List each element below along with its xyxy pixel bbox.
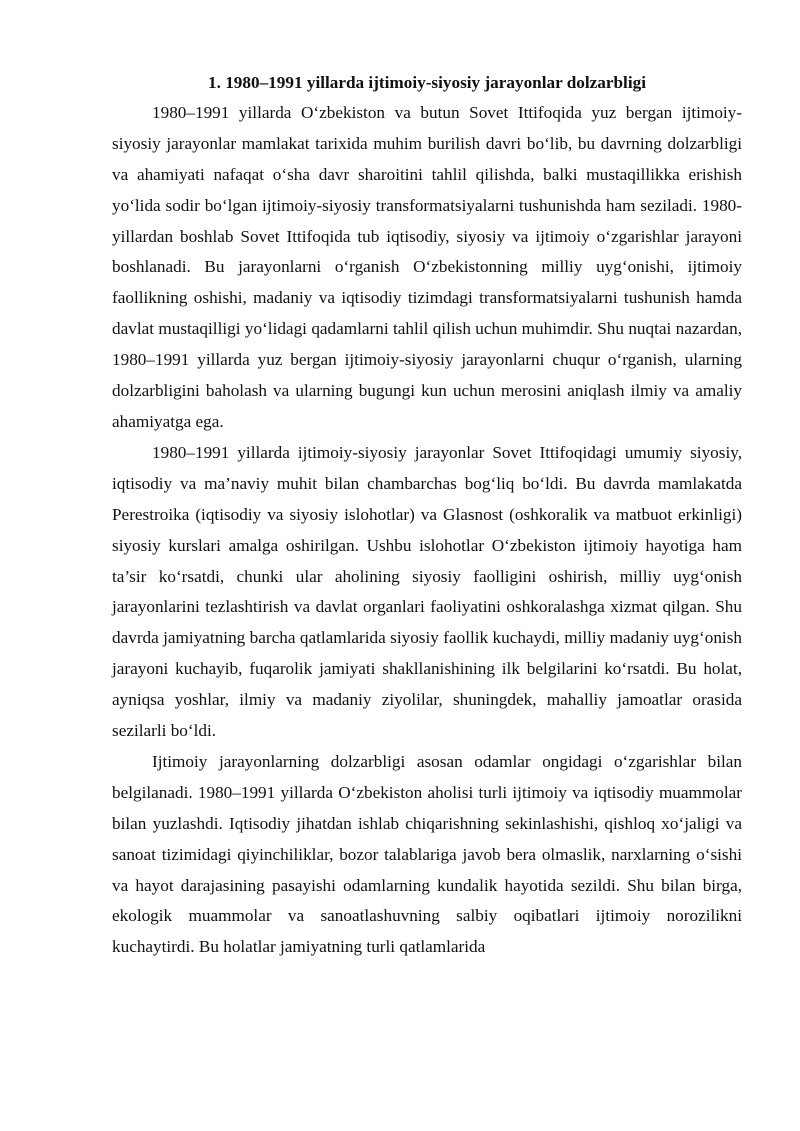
paragraph-2: 1980–1991 yillarda ijtimoiy-siyosiy jarayonlar Sovet Ittifoqidagi umumiy siyosiy, iqtisodiy va ma’naviy muhit bilan chambarchas bog‘liq bo‘ldi. Bu davrda mamlakatda Perestroika (iqtisodiy va siyosiy islohotlar) va Glasnost (oshkoralik va matbuot erkinligi) siyosiy kurslari amalga oshirilgan. Ushbu islohotlar O‘zbekiston ijtimoiy hayotiga ham ta’sir ko‘rsatdi, chunki ular aholining siyosiy faolligini oshirish, milliy uyg‘onish jarayonlarini tezlashtirish va davlat organlari faoliyatini oshkoralashga xizmat qilgan. Shu davrda jamiyatning barcha qatlamlarida siyosiy faollik kuchaydi, milliy madaniy uyg‘onish jarayoni kuchayib, fuqarolik jamiyati shakllanishining ilk belgilarini ko‘rsatdi. Bu holat, ayniqsa yoshlar, ilmiy va madaniy ziyolilar, shuningdek, mahalliy jamoatlar orasida sezilarli bo‘ldi. [112, 442, 742, 741]
document-page [112, 68, 742, 963]
section-heading: 1. 1980–1991 yillarda ijtimoiy-siyosiy jarayonlar dolzarbligi [208, 73, 646, 92]
paragraph-1: 1980–1991 yillarda O‘zbekiston va butun Sovet Ittifoqida yuz bergan ijtimoiy-siyosiy jarayonlar mamlakat tarixida muhim burilish davri bo‘lib, bu davrning dolzarbligi va ahamiyati nafaqat o‘sha davr sharoitini tahlil qilishda, balki mustaqillikka erishish yo‘lida sodir bo‘lgan ijtimoiy-siyosiy transformatsiyalarni tushunishda ham seziladi. 1980-yillardan boshlab Sovet Ittifoqida tub iqtisodiy, siyosiy va ijtimoiy o‘zgarishlar jarayoni boshlanadi. Bu jarayonlarni o‘rganish O‘zbekistonning milliy uyg‘onishi, ijtimoiy faollikning oshishi, madaniy va iqtisodiy tizimdagi transformatsiyalarni tushunish hamda davlat mustaqilligi yo‘lidagi qadamlarni tahlil qilish uchun muhimdir. Shu nuqtai nazardan, 1980–1991 yillarda yuz bergan ijtimoiy-siyosiy jarayonlarni chuqur o‘rganish, ularning dolzarbligini baholash va ularning bugungi kun uchun merosini aniqlash ilmiy va amaliy ahamiyatga ega. [112, 102, 742, 431]
paragraph-3: Ijtimoiy jarayonlarning dolzarbligi asosan odamlar ongidagi o‘zgarishlar bilan belgilanadi. 1980–1991 yillarda O‘zbekiston aholisi turli ijtimoiy va iqtisodiy muammolar bilan yuzlashdi. Iqtisodiy jihatdan ishlab chiqarishning sekinlashishi, qishloq xo‘jaligi va sanoat tizimidagi qiyinchiliklar, bozor talablariga javob bera olmaslik, narxlarning o‘sishi va hayot darajasining pasayishi odamlarning kundalik hayotida sezildi. Shu bilan birga, ekologik muammolar va sanoatlashuvning salbiy oqibatlari ijtimoiy norozilikni kuchaytirdi. Bu holatlar jamiyatning turli qatlamlarida [112, 751, 742, 957]
